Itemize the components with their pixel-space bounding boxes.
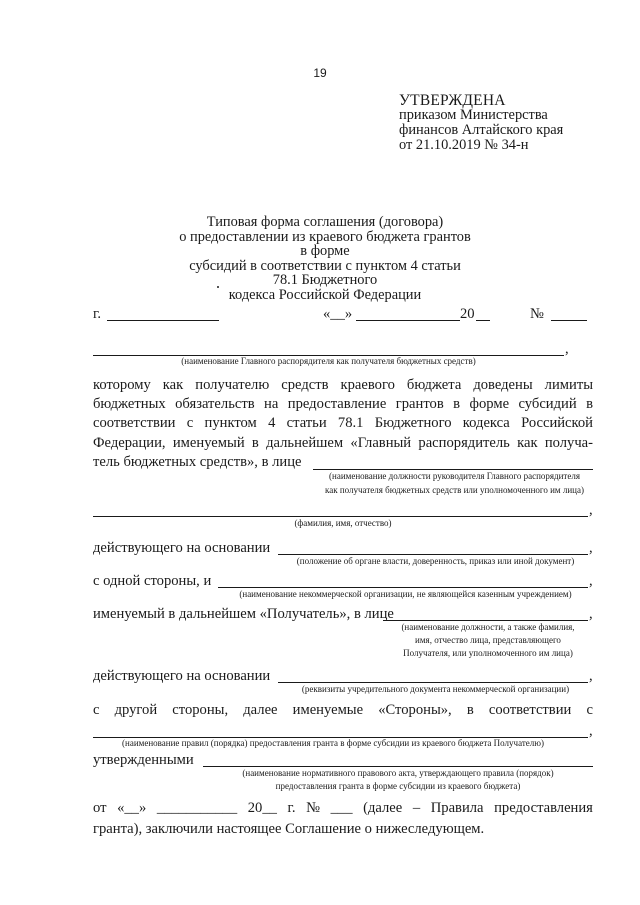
approval-block — [399, 93, 629, 153]
charter-details-caption: (реквизиты учредительного документа некоммерческой организации) — [301, 684, 570, 694]
final-line-1 — [93, 800, 593, 817]
comma: , — [589, 502, 593, 518]
recipient-representative-field[interactable] — [383, 620, 588, 621]
comma: , — [589, 668, 593, 684]
recipient-caption-3: Получателя, или уполномоченного им лица) — [403, 648, 573, 658]
normative-act-field[interactable] — [203, 766, 593, 767]
basis-document-caption: (положение об органе власти, доверенность, приказ или иной документ) — [296, 556, 575, 566]
title-line: Типовая форма соглашения (договора) — [206, 214, 444, 230]
organization-name-field[interactable] — [218, 587, 588, 588]
paragraph-line: Федерации, именуемый в дальнейшем «Главный распорядитель как получа- — [93, 434, 593, 451]
fio-field[interactable] — [93, 516, 588, 517]
year-field[interactable] — [476, 320, 490, 321]
paragraph-line: бюджетных обязательств на предоставление грантов в форме субсидий в — [93, 396, 593, 413]
word: соответствии — [488, 702, 572, 718]
word: г. — [287, 800, 296, 816]
word: ___________ — [156, 800, 238, 816]
city-field[interactable] — [107, 320, 219, 321]
basis-label: действующего на основании — [93, 668, 271, 684]
approval-line: приказом Министерства — [399, 107, 548, 123]
rules-name-caption: (наименование правил (порядка) предоставления гранта в форме субсидии из краевого бюджета Получателю) — [122, 738, 544, 748]
paragraph-intro — [93, 376, 593, 472]
recipient-caption-1: (наименование должности, а также фамилия, — [401, 622, 575, 632]
head-position-caption-1: (наименование должности руководителя Главного распорядителя — [329, 471, 580, 481]
final-line-2: гранта), заключили настоящее Соглашение о нижеследующем. — [93, 821, 485, 837]
paragraph-line: тель бюджетных средств», в лице — [93, 453, 302, 470]
approval-line: финансов Алтайского края — [399, 122, 564, 138]
word: предоставления — [494, 800, 593, 816]
word: от — [93, 800, 107, 816]
word: 20__ — [247, 800, 277, 816]
word: (далее — [363, 800, 403, 816]
date-day-label: «__» — [323, 306, 353, 322]
paragraph-line: соответствии с пунктом 4 статьи 78.1 Бюджетного кодекса Российской — [93, 415, 593, 432]
document-title — [175, 215, 475, 303]
recipient-caption-2: имя, отчество лица, представляющего — [415, 635, 561, 645]
word: в — [466, 702, 474, 718]
normative-act-caption-2: предоставления гранта в форме субсидии из краевого бюджета) — [275, 781, 521, 791]
distributor-name-caption: (наименование Главного распорядителя как получателя бюджетных средств) — [181, 356, 476, 366]
number-sign: № — [530, 306, 544, 322]
word: № — [306, 800, 321, 816]
title-line: о предоставлении из краевого бюджета грантов в форме — [179, 228, 471, 260]
charter-details-field[interactable] — [278, 682, 588, 683]
city-label: г. — [93, 306, 101, 322]
side-two-line — [93, 702, 593, 719]
recipient-label: именуемый в дальнейшем «Получатель», в лице — [93, 606, 394, 622]
word: далее — [243, 702, 278, 718]
approval-line: от 21.10.2019 № 34-н — [399, 137, 529, 153]
page-number: 19 — [313, 66, 327, 80]
approved-label: утвержденными — [93, 752, 194, 768]
title-line: субсидий в соответствии с пунктом 4 статьи 78.1 Бюджетного — [189, 257, 461, 289]
word: именуемые — [292, 702, 364, 718]
basis-label: действующего на основании — [93, 540, 271, 556]
comma: , — [589, 573, 593, 589]
word: «__» — [117, 800, 147, 816]
word: с — [93, 702, 100, 718]
word: другой — [114, 702, 158, 718]
head-position-field[interactable] — [313, 469, 593, 470]
year-prefix: 20 — [460, 306, 475, 322]
word: Правила — [430, 800, 484, 816]
paragraph-line: которому как получателю средств краевого бюджета доведены лимиты — [93, 377, 593, 393]
comma: , — [589, 606, 593, 622]
normative-act-caption-1: (наименование нормативного правового акта, утверждающего правила (порядок) — [242, 768, 554, 778]
word: ___ — [330, 800, 353, 816]
side-one-label: с одной стороны, и — [93, 573, 212, 589]
comma: , — [565, 341, 569, 357]
fio-caption: (фамилия, имя, отчество) — [294, 518, 392, 528]
word: – — [412, 800, 421, 816]
head-position-caption-2: как получателя бюджетных средств или уполномоченного им лица) — [324, 485, 584, 495]
number-field[interactable] — [551, 320, 587, 321]
comma: , — [589, 723, 593, 739]
word: с — [586, 702, 593, 718]
word: стороны, — [172, 702, 229, 718]
comma: , — [589, 540, 593, 556]
basis-document-field[interactable] — [278, 554, 588, 555]
word: «Стороны», — [378, 702, 452, 718]
date-month-field[interactable] — [356, 320, 460, 321]
approval-title: УТВЕРЖДЕНА — [399, 92, 506, 109]
title-line: кодекса Российской Федерации — [228, 286, 422, 303]
organization-name-caption: (наименование некоммерческой организации, не являющейся казенным учреждением) — [239, 589, 572, 599]
stray-dot — [217, 286, 219, 288]
